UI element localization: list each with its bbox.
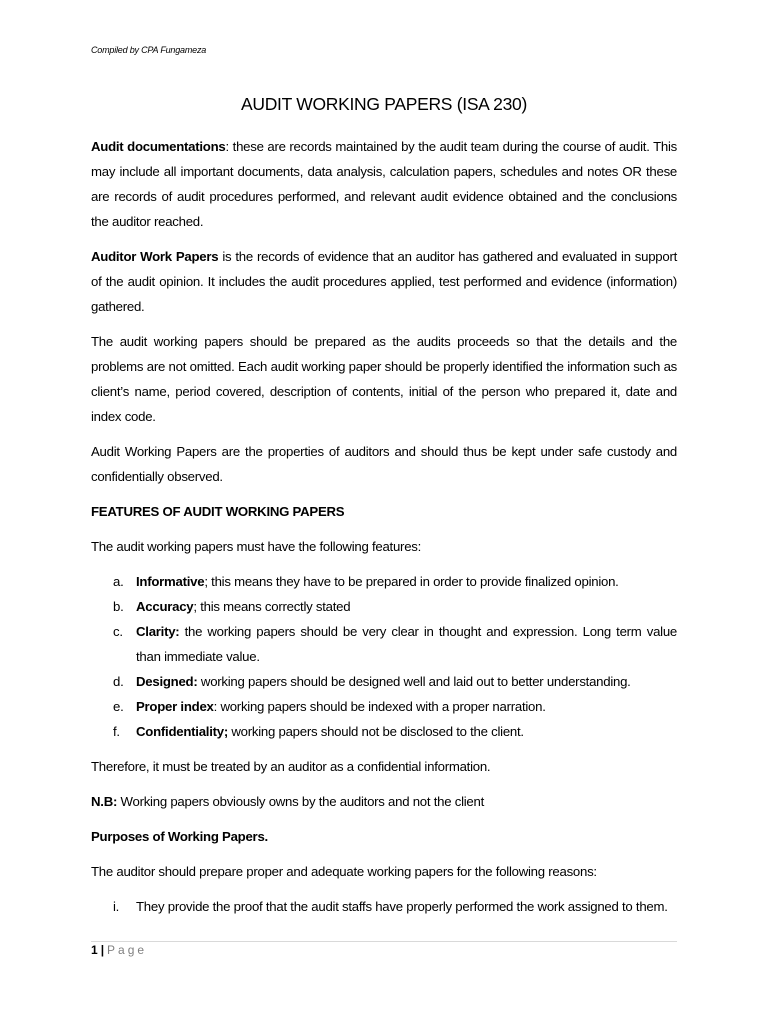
features-list: [91, 569, 677, 744]
term-audit-documentations: Audit documentations: [91, 139, 226, 154]
paragraph-preparation: The audit working papers should be prepared as the audits proceeds so that the details and the problems are not omitted. Each audit working paper should be properly identified the information such as client’s name, period covered, description of contents, initial of the person who prepared it, date and index code.: [91, 334, 677, 424]
paragraph-text: : these are records maintained by the audit team during the course of audit. This may include all important documents, data analysis, calculation papers, schedules and notes OR these are records of audit procedures performed, and relevant audit evidence obtained and the conclusions the auditor reached.: [91, 139, 678, 229]
paragraph-auditor-work-papers: [91, 244, 677, 319]
features-intro: The audit working papers must have the following features:: [91, 539, 422, 554]
list-item-term: Designed:: [136, 674, 198, 689]
list-item: [91, 669, 677, 694]
list-item: [91, 894, 677, 919]
page-title: AUDIT WORKING PAPERS (ISA 230): [241, 94, 527, 114]
list-item-term: Proper index: [136, 699, 214, 714]
list-item-term: Informative: [136, 574, 205, 589]
term-auditor-work-papers: Auditor Work Papers: [91, 249, 219, 264]
nb-label: N.B:: [91, 794, 118, 809]
list-marker: d.: [113, 674, 124, 689]
features-conclusion: Therefore, it must be treated by an auditor as a confidential information.: [91, 759, 491, 774]
list-marker: b.: [113, 599, 124, 614]
list-item-text: ; this means correctly stated: [193, 599, 351, 614]
document-body: [91, 134, 677, 929]
list-marker: e.: [113, 699, 124, 714]
list-item: [91, 619, 677, 669]
list-item-text: the working papers should be very clear in thought and expression. Long term value than immediate value.: [136, 624, 677, 664]
list-item-text: working papers should be designed well and laid out to better understanding.: [197, 674, 631, 689]
paragraph-text: is the records of evidence that an auditor has gathered and evaluated in support of the audit opinion. It includes the audit procedures applied, test performed and evidence (information) gathered.: [91, 249, 678, 314]
list-item: [91, 594, 677, 619]
list-item: [91, 694, 677, 719]
purposes-heading: Purposes of Working Papers.: [91, 829, 268, 844]
list-item-text: working papers should not be disclosed to the client.: [227, 724, 524, 739]
footer-divider: [91, 941, 677, 942]
list-item-text: : working papers should be indexed with a proper narration.: [213, 699, 546, 714]
list-item-text: They provide the proof that the audit staffs have properly performed the work assigned to them.: [136, 899, 668, 914]
list-marker: i.: [113, 899, 120, 914]
footer-separator: |: [100, 943, 105, 957]
paragraph-custody: Audit Working Papers are the properties of auditors and should thus be kept under safe custody and confidentially observed.: [91, 444, 677, 484]
list-marker: c.: [113, 624, 123, 639]
paragraph-audit-documentations: [91, 134, 677, 234]
list-item-term: Clarity:: [136, 624, 180, 639]
nb-note: [91, 789, 677, 814]
page-number: 1: [91, 943, 98, 957]
nb-text: Working papers obviously owns by the auditors and not the client: [117, 794, 485, 809]
list-item: [91, 719, 677, 744]
list-marker: f.: [113, 724, 120, 739]
list-item: [91, 569, 677, 594]
page-footer: [91, 943, 147, 957]
list-item-term: Accuracy: [136, 599, 194, 614]
features-heading: FEATURES OF AUDIT WORKING PAPERS: [91, 504, 345, 519]
header-compiled-by: Compiled by CPA Fungameza: [91, 45, 207, 55]
list-item-term: Confidentiality;: [136, 724, 228, 739]
list-item-text: ; this means they have to be prepared in order to provide finalized opinion.: [204, 574, 619, 589]
purposes-intro: The auditor should prepare proper and adequate working papers for the following reasons:: [91, 864, 597, 879]
page-label: Page: [107, 943, 148, 957]
purposes-list: [91, 894, 677, 919]
list-marker: a.: [113, 574, 124, 589]
